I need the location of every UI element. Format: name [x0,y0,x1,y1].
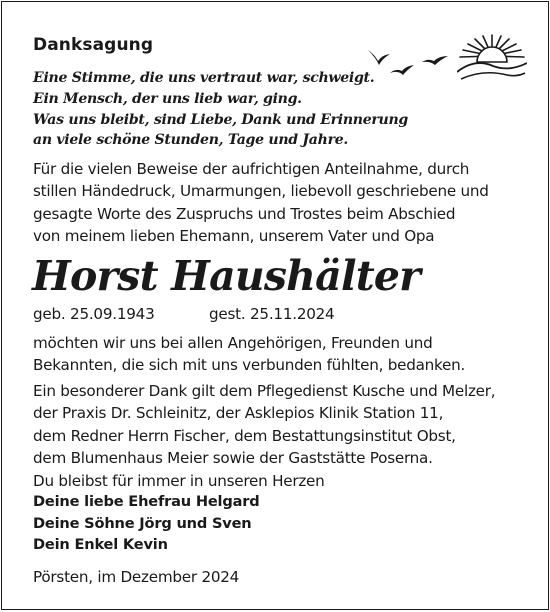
signer: Deine Söhne Jörg und Sven [33,514,252,532]
closing-text: Du bleibst für immer in unseren Herzen [33,472,325,490]
special-thanks-line: dem Blumenhaus Meier sowie der Gaststätte Poserna. [33,448,433,467]
birth-date: geb. 25.09.1943 [33,305,155,323]
poem-line: Eine Stimme, die uns vertraut war, schweigt. [33,70,375,86]
thanks-paragraph [33,332,465,377]
poem-line: Was uns bleibt, sind Liebe, Dank und Erinnerung [33,111,408,128]
signer: Dein Enkel Kevin [33,536,168,554]
intro-line: von meinem lieben Ehemann, unserem Vater und Opa [33,226,435,245]
heading: Danksagung [33,35,154,55]
signers [33,491,259,556]
death-date: gest. 25.11.2024 [209,305,335,323]
intro-line: Für die vielen Beweise der aufrichtigen Anteilnahme, durch [33,160,470,178]
deceased-name: Horst Haushälter [32,252,420,300]
obituary-notice [1,1,549,610]
special-thanks-line: dem Redner Herrn Fischer, dem Bestattungsinstitut Obst, [33,426,456,445]
thanks-line: Bekannten, die sich mit uns verbunden fühlten, bedanken. [33,356,466,375]
closing-line [33,470,325,492]
life-dates [33,304,335,324]
thanks-line: möchten wir uns bei allen Angehörigen, Freunden und [33,334,433,352]
intro-line: stillen Händedruck, Umarmungen, liebevoll geschriebene und [33,182,489,201]
intro-paragraph [33,158,489,247]
special-thanks-line: der Praxis Dr. Schleinitz, der Asklepios Klinik Station 11, [33,404,444,423]
poem-line: Ein Mensch, der uns lieb war, ging. [33,90,302,107]
special-thanks-paragraph [33,380,495,469]
place-date: Pörsten, im Dezember 2024 [33,568,240,586]
special-thanks-line: Ein besonderer Dank gilt dem Pflegedienst Kusche und Melzer, [33,382,496,400]
signer: Deine liebe Ehefrau Helgard [33,493,260,510]
poem-line: an viele schöne Stunden, Tage und Jahre. [33,132,348,149]
intro-line: gesagte Worte des Zuspruchs und Trostes beim Abschied [33,204,456,223]
poem [33,68,408,151]
sunrise-landscape-icon [457,32,527,84]
